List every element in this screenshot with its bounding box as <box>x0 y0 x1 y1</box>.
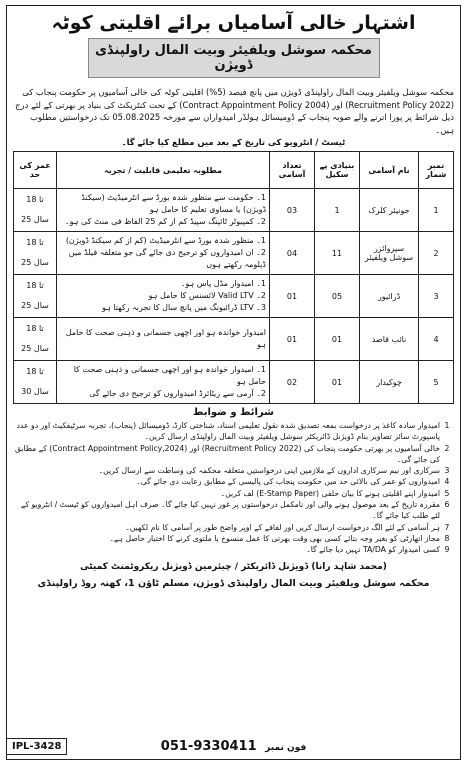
age-max: 25 سال <box>21 258 49 267</box>
term-text: سرکاری اور نیم سرکاری اداروں کے ملازمین اپنی درخواستیں متعلقہ محکمہ کی وساطت سے ارسال کریں۔ <box>98 466 440 476</box>
cell-serial: 3 <box>419 275 454 318</box>
cell-count: 04 <box>270 232 315 275</box>
age-min: 18 تا <box>26 367 44 376</box>
term-text: امیدواروں کو عمر کی بالائی حد میں حکومت پنجاب کی پالیسی کے مطابق رعایت دی جائے گی۔ <box>136 477 440 487</box>
cell-qualification <box>57 232 270 275</box>
qualification-line: 2۔ آرمی سے ریٹائرڈ امیدواروں کو ترجیح دی جائے گی <box>89 389 266 398</box>
cell-serial: 5 <box>419 361 454 404</box>
cell-serial: 1 <box>419 189 454 232</box>
header-post: نام آسامی <box>360 152 419 189</box>
term-text: امیدوار سادہ کاغذ پر درخواست بمعہ تصدیق شدہ نقول تعلیمی اسناد، شناختی کارڈ، ڈومیسائل (پنجاب)، تجربہ سرٹیفکیٹ اور دو عدد پاسپورٹ سائز تصاویر بنام ڈویژنل ڈائریکٹر سوشل ویلفیئر وبیت المال راولپنڈی ارسال کریں۔ <box>16 421 440 442</box>
terms-list <box>13 420 454 556</box>
table-row <box>14 275 454 318</box>
age-min: 18 تا <box>26 238 44 247</box>
cell-post: ڈرائیور <box>360 275 419 318</box>
header-scale: بنیادی پے سکیل <box>315 152 360 189</box>
term-number: 4 <box>444 477 450 487</box>
cell-scale: 11 <box>315 232 360 275</box>
cell-count: 02 <box>270 361 315 404</box>
header-age: عمر کی حد <box>14 152 57 189</box>
term-text: ہر آسامی کے لئے الگ درخواست ارسال کریں اور لفافے کے اوپر واضح طور پر آسامی کا نام لکھیں۔ <box>125 522 440 532</box>
footer <box>7 736 460 754</box>
cell-qualification <box>57 318 270 361</box>
term-number: 2 <box>444 443 450 453</box>
term-number: 9 <box>444 545 450 555</box>
term-number: 8 <box>444 533 450 543</box>
term-item <box>13 476 454 487</box>
qualification-line: 1۔ امیدوار خواندہ ہو اور اچھی جسمانی و ذہنی صحت کا حامل ہو <box>73 365 266 386</box>
cell-count: 01 <box>270 318 315 361</box>
cell-post: چوکیدار <box>360 361 419 404</box>
term-item <box>13 533 454 544</box>
term-item <box>13 465 454 476</box>
age-max: 25 سال <box>21 344 49 353</box>
cell-post: سپروائزر سوشل ویلفیئر <box>360 232 419 275</box>
qualification-line: 1۔ منظور شدہ بورڈ سے انٹرمیڈیٹ (کم از کم سیکنڈ ڈویژن) <box>65 236 266 245</box>
cell-scale: 1 <box>315 189 360 232</box>
qualification-line: 2۔ ان امیدواروں کو ترجیح دی جائے گی جو متعلقہ فیلڈ میں ڈپلومہ رکھتے ہوں <box>68 248 266 269</box>
age-min: 18 تا <box>26 281 44 290</box>
term-number: 6 <box>444 500 450 510</box>
terms-heading: شرائط و ضوابط <box>193 407 274 418</box>
cell-age <box>14 189 57 232</box>
header-count: تعداد آسامی <box>270 152 315 189</box>
age-max: 25 سال <box>21 301 49 310</box>
cell-qualification <box>57 275 270 318</box>
table-row <box>14 189 454 232</box>
term-number: 3 <box>444 466 450 476</box>
age-max: 30 سال <box>21 387 49 396</box>
term-item <box>13 443 454 466</box>
table-row <box>14 232 454 275</box>
cell-qualification <box>57 361 270 404</box>
vacancies-table-body <box>14 189 454 404</box>
term-item <box>13 499 454 522</box>
cell-age <box>14 361 57 404</box>
header-serial: نمبر شمار <box>419 152 454 189</box>
term-item <box>13 522 454 533</box>
intro-note: ٹیسٹ / انٹرویو کی تاریخ کے بعد میں مطلع کیا جائے گا۔ <box>121 137 346 147</box>
qualification-line: 2۔ کمپیوٹر ٹائپنگ سپیڈ کم از کم 25 الفاظ فی منٹ کی ہو۔ <box>64 217 266 226</box>
signature-officer: (محمد شاہد رانا) ڈویژنل ڈائریکٹر / چیئرمین ڈویژنل ریکروٹمنٹ کمیٹی <box>80 561 387 572</box>
signature-address: محکمہ سوشل ویلفیئر وبیت المال راولپنڈی ڈویژن، مسلم ٹاؤن 1، کھنہ روڈ راولپنڈی <box>37 577 430 589</box>
term-item <box>13 544 454 555</box>
term-text: مجاز اتھارٹی کو بغیر وجہ بتائے کسی بھی وقت بھرتی کا عمل منسوخ یا ملتوی کرنے کا اختیار حاصل ہے۔ <box>109 533 440 543</box>
cell-serial: 2 <box>419 232 454 275</box>
term-number: 5 <box>444 488 450 498</box>
phone-label: فون نمبر <box>265 743 307 753</box>
ad-title: اشتہار خالی آسامیاں برائے اقلیتی کوٹہ <box>51 12 416 34</box>
term-text: کسی امیدوار کو TA/DA نہیں دیا جائے گا۔ <box>306 545 440 555</box>
cell-scale: 05 <box>315 275 360 318</box>
term-text: مقررہ تاریخ کے بعد موصول ہونے والی اور نامکمل درخواستوں پر غور نہیں کیا جائے گا۔ صرف اہل امیدواروں کو ٹیسٹ / انٹرویو کے لئے طلب کیا جائے گا۔ <box>20 500 440 521</box>
term-item <box>13 420 454 443</box>
cell-scale: 01 <box>315 318 360 361</box>
term-number: 7 <box>444 522 450 532</box>
header-qualification: مطلوبہ تعلیمی قابلیت / تجربہ <box>57 152 270 189</box>
cell-scale: 01 <box>315 361 360 404</box>
department-banner: محکمہ سوشل ویلفیئر وبیت المال راولپنڈی ڈویژن <box>88 38 380 78</box>
qualification-line: 2۔ Valid LTV لائسنس کا حامل ہو <box>148 291 266 300</box>
qualification-line: 1۔ امیدوار مڈل پاس ہو۔ <box>180 279 266 288</box>
vacancies-table <box>13 151 454 404</box>
table-header-row <box>14 152 454 189</box>
cell-age <box>14 318 57 361</box>
intro-paragraph: محکمہ سوشل ویلفیئر وبیت المال راولپنڈی ڈویژن میں پانچ فیصد (5%) اقلیتی کوٹہ کی خالی آسامیوں پر حکومت پنجاب کی (Recruitment Policy 2022) اور (Contract Appointment Policy 2004) کے تحت کنٹریکٹ کی بنیاد پر بھرتی کے لئے درج ذیل شرائط پر پورا اترنے والے صوبہ پنجاب کے ڈومیسائل ہولڈر امیدواران سے مورخہ 05.08.2025 تک درخواستیں مطلوب ہیں۔ <box>15 87 454 135</box>
cell-qualification <box>57 189 270 232</box>
term-number: 1 <box>444 421 450 430</box>
term-text: خالی آسامیوں پر بھرتی حکومت پنجاب کی (Recruitment Policy 2022) اور (Contract Appointment Policy,2024) کے مطابق کی جائے گی۔ <box>14 443 440 464</box>
qualification-line: امیدوار خواندہ ہو اور اچھی جسمانی و ذہنی صحت کا حامل ہو <box>65 328 266 349</box>
phone-line <box>7 739 460 754</box>
phone-number: 051-9330411 <box>160 739 257 754</box>
term-item <box>13 488 454 499</box>
qualification-line: 3۔ LTV ڈرائیونگ میں پانچ سال کا تجربہ رکھتا ہو <box>102 303 266 312</box>
cell-count: 03 <box>270 189 315 232</box>
cell-post: جونیئر کلرک <box>360 189 419 232</box>
term-text: امیدوار اپنے اقلیتی ہونے کا بیان حلفی (E-Stamp Paper) لف کریں۔ <box>220 488 440 498</box>
cell-count: 01 <box>270 275 315 318</box>
qualification-line: 1۔ حکومت سے منظور شدہ بورڈ سے انٹرمیڈیٹ (سیکنڈ ڈویژن) یا مساوی تعلیم کا حامل ہو <box>81 193 266 214</box>
table-row <box>14 361 454 404</box>
cell-age <box>14 232 57 275</box>
ipl-code: IPL-3428 <box>6 738 67 755</box>
cell-age <box>14 275 57 318</box>
age-max: 25 سال <box>21 215 49 224</box>
cell-post: نائب قاصد <box>360 318 419 361</box>
cell-serial: 4 <box>419 318 454 361</box>
age-min: 18 تا <box>26 195 44 204</box>
advertisement-page <box>6 5 461 760</box>
age-min: 18 تا <box>26 324 44 333</box>
table-row <box>14 318 454 361</box>
